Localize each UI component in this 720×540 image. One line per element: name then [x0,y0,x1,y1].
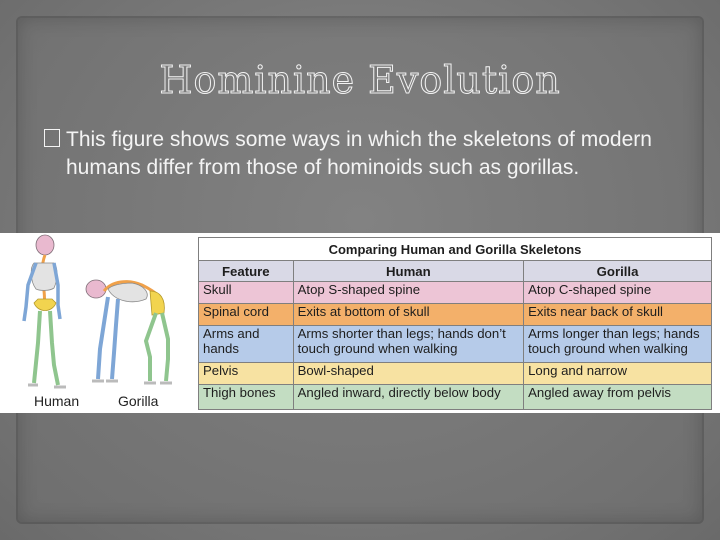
header-human: Human [293,261,523,282]
header-gorilla: Gorilla [524,261,712,282]
skeleton-comparison-figure [0,233,720,413]
human-cell: Arms shorter than legs; hands don’t touch ground when walking [293,326,523,363]
table-row [199,363,712,385]
human-cell: Angled inward, directly below body [293,385,523,410]
bullet-box-icon [44,129,60,147]
gorilla-cell: Exits near back of skull [524,304,712,326]
human-cell: Atop S-shaped spine [293,282,523,304]
feature-cell: Skull [199,282,294,304]
table-caption: Comparing Human and Gorilla Skeletons [199,238,712,261]
gorilla-cell: Long and narrow [524,363,712,385]
gorilla-cell: Atop C-shaped spine [524,282,712,304]
human-caption: Human [34,393,80,409]
comparison-table [198,237,712,410]
table-row [199,326,712,363]
table-row [199,282,712,304]
human-skeleton-icon [24,235,66,387]
feature-cell: Arms and hands [199,326,294,363]
gorilla-caption: Gorilla [118,393,159,409]
bullet-text: This figure shows some ways in which the skeletons of modern humans differ from those of hominoids such as gorillas. [66,128,652,179]
slide-title: Hominine Evolution [159,58,561,102]
feature-cell: Pelvis [199,363,294,385]
feature-cell: Spinal cord [199,304,294,326]
bullet-item [44,126,684,182]
table-row [199,385,712,410]
gorilla-skeleton-icon [86,280,172,383]
skeleton-illustration [0,233,198,413]
human-cell: Bowl-shaped [293,363,523,385]
gorilla-cell: Arms longer than legs; hands touch ground when walking [524,326,712,363]
human-cell: Exits at bottom of skull [293,304,523,326]
table-row [199,304,712,326]
feature-cell: Thigh bones [199,385,294,410]
gorilla-cell: Angled away from pelvis [524,385,712,410]
header-feature: Feature [199,261,294,282]
